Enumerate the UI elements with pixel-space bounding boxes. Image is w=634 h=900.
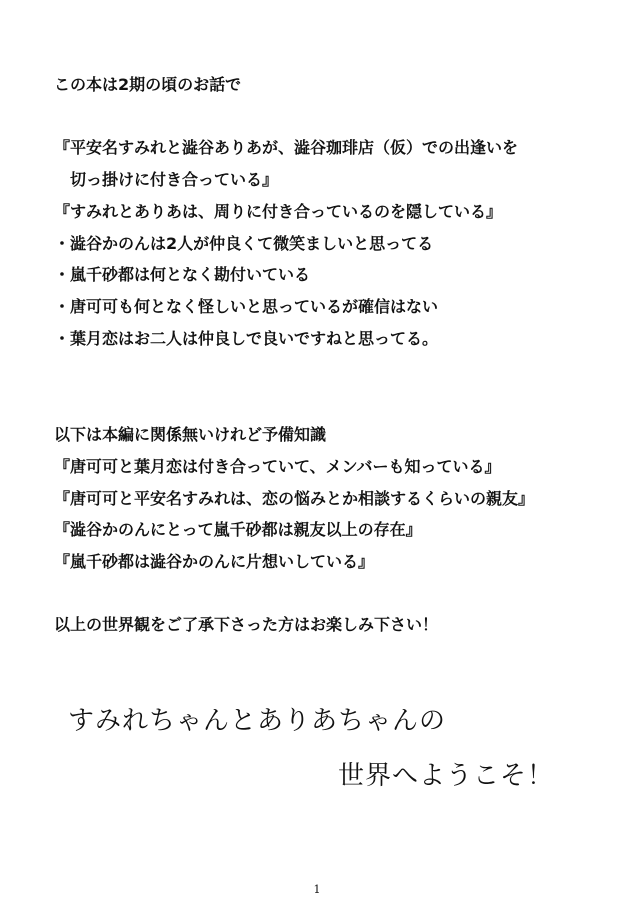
closing-text: 以上の世界観をご了承下さった方はお楽しみ下さい！ xyxy=(54,615,439,634)
welcome-line: 世界へようこそ！ xyxy=(338,761,555,791)
background-heading: 以下は本編に関係無いけれど予備知識 xyxy=(54,425,327,444)
premise-line: 切っ掛けに付き合っている』 xyxy=(70,170,279,189)
background-item: 『唐可可と平安名すみれは、恋の悩みとか相談するくらいの親友』 xyxy=(54,489,535,508)
bullet-item: ・澁谷かのんは2人が仲良くて微笑ましいと思ってる xyxy=(54,234,434,253)
background-item: 『澁谷かのんにとって嵐千砂都は親友以上の存在』 xyxy=(54,520,422,539)
background-item: 『唐可可と葉月恋は付き合っていて、メンバーも知っている』 xyxy=(54,457,501,476)
page-number: 1 xyxy=(313,883,321,896)
bullet-item: ・唐可可も何となく怪しいと思っているが確信はない xyxy=(54,297,439,316)
welcome-line: すみれちゃんとありあちゃんの xyxy=(68,706,447,736)
premise-line: 『すみれとありあは、周りに付き合っているのを隠している』 xyxy=(54,202,503,221)
intro-text: この本は2期の頃のお話で xyxy=(54,75,242,94)
bullet-item: ・葉月恋はお二人は仲良しで良いですねと思ってる。 xyxy=(54,329,439,348)
premise-line: 『平安名すみれと澁谷ありあが、澁谷珈琲店（仮）での出逢いを xyxy=(54,138,519,157)
bullet-item: ・嵐千砂都は何となく勘付いている xyxy=(54,265,311,284)
background-item: 『嵐千砂都は澁谷かのんに片想いしている』 xyxy=(54,552,375,571)
